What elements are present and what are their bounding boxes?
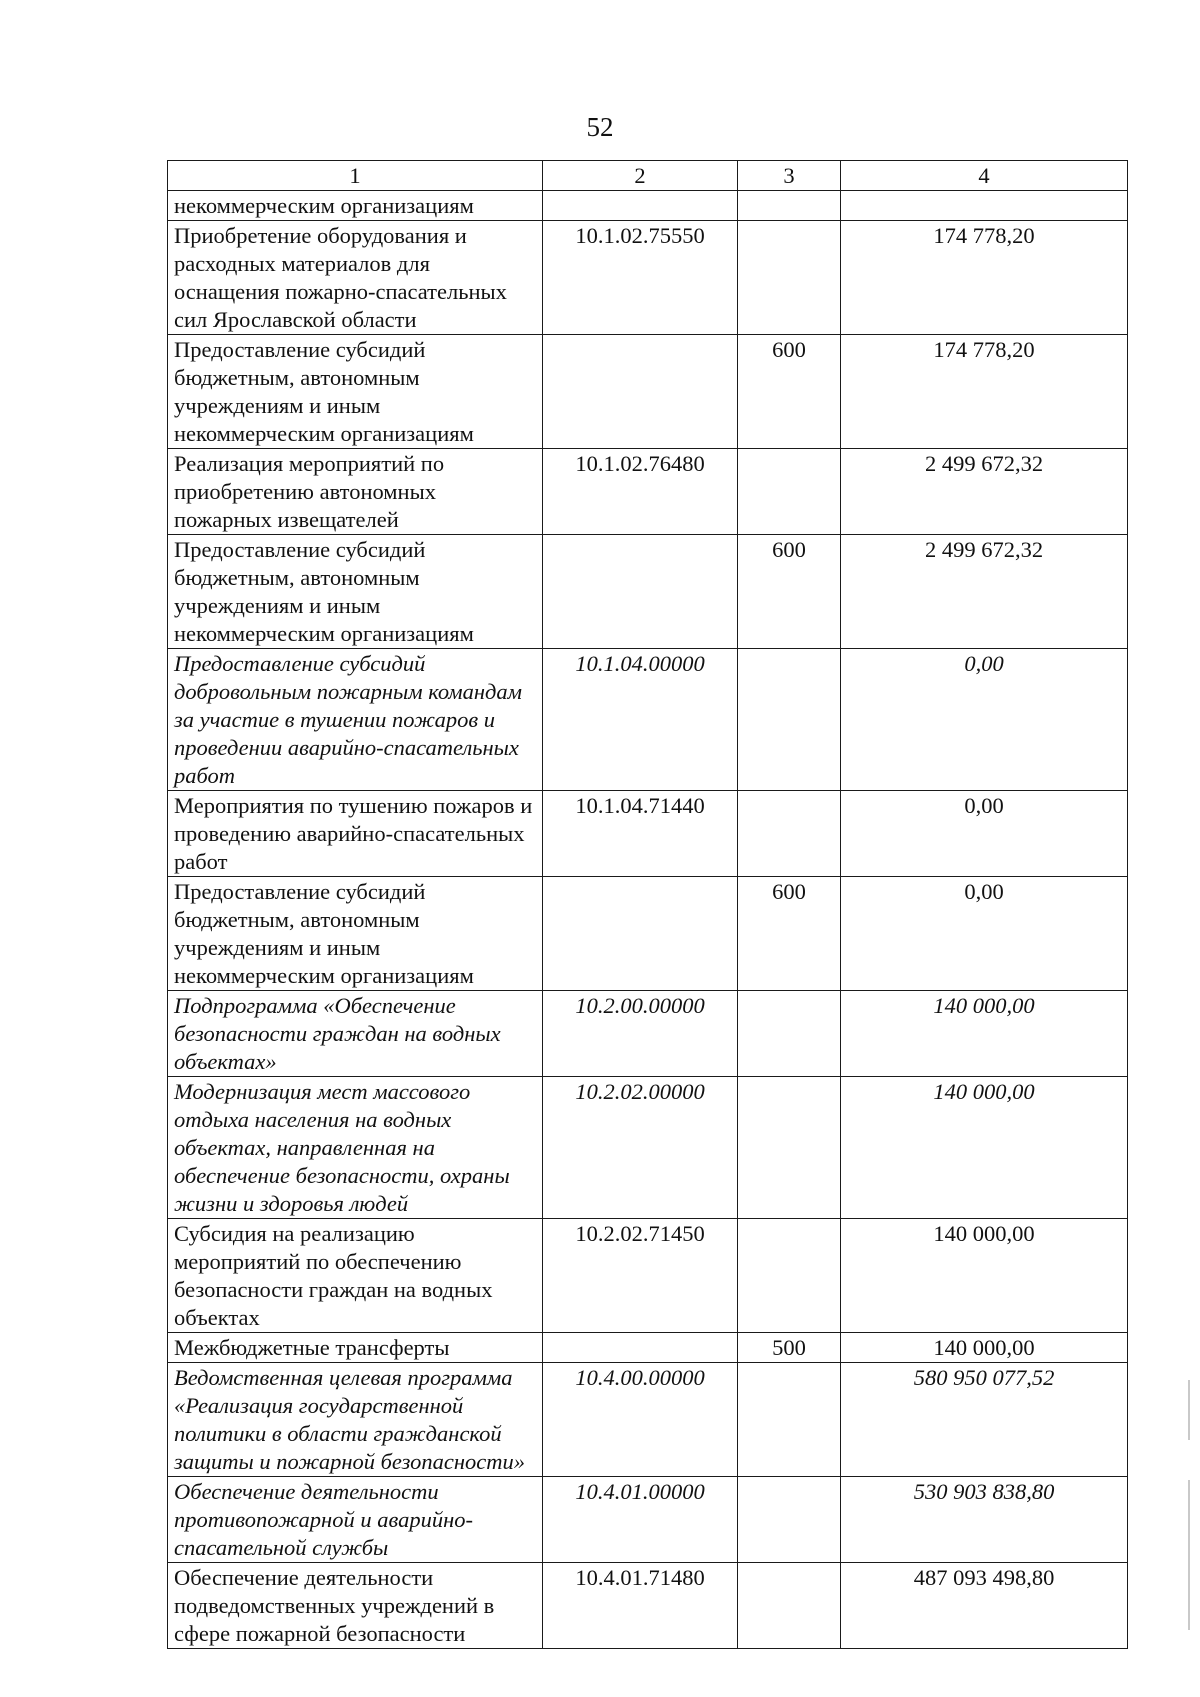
row-name-cell: Предоставление субсидий добровольным пожарным командам за участие в тушении пожаров и проведении аварийно-спасательных работ <box>168 649 543 791</box>
row-code-cell <box>543 335 738 449</box>
row-name-cell: Обеспечение деятельности подведомственных учреждений в сфере пожарной безопасности <box>168 1563 543 1649</box>
row-name-cell: некоммерческим организациям <box>168 191 543 221</box>
row-name-cell: Обеспечение деятельности противопожарной и аварийно-спасательной службы <box>168 1477 543 1563</box>
row-amount-cell: 2 499 672,32 <box>841 449 1128 535</box>
row-amount-cell: 0,00 <box>841 791 1128 877</box>
row-type-cell <box>738 449 841 535</box>
table-row <box>168 221 1128 335</box>
table-row <box>168 449 1128 535</box>
row-code-cell: 10.2.02.71450 <box>543 1219 738 1333</box>
table-row <box>168 1477 1128 1563</box>
row-type-cell <box>738 991 841 1077</box>
row-code-cell: 10.1.02.76480 <box>543 449 738 535</box>
table-header-row <box>168 161 1128 191</box>
table-row <box>168 1219 1128 1333</box>
row-code-cell: 10.1.02.75550 <box>543 221 738 335</box>
row-code-cell <box>543 191 738 221</box>
row-type-cell <box>738 221 841 335</box>
row-type-cell <box>738 191 841 221</box>
row-name-cell: Реализация мероприятий по приобретению автономных пожарных извещателей <box>168 449 543 535</box>
row-code-cell <box>543 877 738 991</box>
row-code-cell: 10.2.02.00000 <box>543 1077 738 1219</box>
row-name-cell: Приобретение оборудования и расходных материалов для оснащения пожарно-спасательных сил Ярославской области <box>168 221 543 335</box>
row-name-cell: Предоставление субсидий бюджетным, автономным учреждениям и иным некоммерческим организациям <box>168 335 543 449</box>
row-amount-cell <box>841 191 1128 221</box>
row-type-cell: 600 <box>738 535 841 649</box>
row-amount-cell: 174 778,20 <box>841 221 1128 335</box>
row-amount-cell: 174 778,20 <box>841 335 1128 449</box>
row-name-cell: Предоставление субсидий бюджетным, автономным учреждениям и иным некоммерческим организациям <box>168 535 543 649</box>
column-header: 1 <box>168 161 543 191</box>
table-row <box>168 1363 1128 1477</box>
row-amount-cell: 580 950 077,52 <box>841 1363 1128 1477</box>
table-row <box>168 991 1128 1077</box>
row-type-cell <box>738 1477 841 1563</box>
row-name-cell: Межбюджетные трансферты <box>168 1333 543 1363</box>
row-name-cell: Ведомственная целевая программа «Реализация государственной политики в области гражданской защиты и пожарной безопасности» <box>168 1363 543 1477</box>
row-code-cell <box>543 535 738 649</box>
row-code-cell: 10.2.00.00000 <box>543 991 738 1077</box>
row-code-cell: 10.1.04.71440 <box>543 791 738 877</box>
column-header: 2 <box>543 161 738 191</box>
row-type-cell <box>738 1077 841 1219</box>
table-row <box>168 791 1128 877</box>
row-amount-cell: 140 000,00 <box>841 991 1128 1077</box>
row-name-cell: Предоставление субсидий бюджетным, автономным учреждениям и иным некоммерческим организациям <box>168 877 543 991</box>
page-number: 52 <box>586 112 614 142</box>
table-row <box>168 1333 1128 1363</box>
row-code-cell <box>543 1333 738 1363</box>
row-type-cell: 600 <box>738 877 841 991</box>
column-header: 4 <box>841 161 1128 191</box>
table-row <box>168 1077 1128 1219</box>
table-row <box>168 877 1128 991</box>
table-row <box>168 649 1128 791</box>
row-name-cell: Модернизация мест массового отдыха населения на водных объектах, направленная на обеспечение безопасности, охраны жизни и здоровья людей <box>168 1077 543 1219</box>
budget-table <box>167 160 1128 1649</box>
row-amount-cell: 140 000,00 <box>841 1219 1128 1333</box>
table-row <box>168 191 1128 221</box>
row-code-cell: 10.4.01.00000 <box>543 1477 738 1563</box>
row-amount-cell: 530 903 838,80 <box>841 1477 1128 1563</box>
table-row <box>168 535 1128 649</box>
row-type-cell: 600 <box>738 335 841 449</box>
row-amount-cell: 0,00 <box>841 649 1128 791</box>
row-type-cell <box>738 649 841 791</box>
row-amount-cell: 487 093 498,80 <box>841 1563 1128 1649</box>
row-amount-cell: 2 499 672,32 <box>841 535 1128 649</box>
row-type-cell <box>738 1363 841 1477</box>
row-name-cell: Субсидия на реализацию мероприятий по обеспечению безопасности граждан на водных объектах <box>168 1219 543 1333</box>
row-type-cell <box>738 791 841 877</box>
row-name-cell: Подпрограмма «Обеспечение безопасности граждан на водных объектах» <box>168 991 543 1077</box>
row-code-cell: 10.1.04.00000 <box>543 649 738 791</box>
table-row <box>168 1563 1128 1649</box>
column-header: 3 <box>738 161 841 191</box>
row-amount-cell: 140 000,00 <box>841 1333 1128 1363</box>
row-amount-cell: 0,00 <box>841 877 1128 991</box>
row-type-cell: 500 <box>738 1333 841 1363</box>
scan-artifact <box>1188 1480 1190 1630</box>
row-code-cell: 10.4.00.00000 <box>543 1363 738 1477</box>
row-code-cell: 10.4.01.71480 <box>543 1563 738 1649</box>
row-name-cell: Мероприятия по тушению пожаров и проведению аварийно-спасательных работ <box>168 791 543 877</box>
row-type-cell <box>738 1219 841 1333</box>
scan-artifact <box>1188 1380 1190 1440</box>
row-amount-cell: 140 000,00 <box>841 1077 1128 1219</box>
row-type-cell <box>738 1563 841 1649</box>
table-row <box>168 335 1128 449</box>
